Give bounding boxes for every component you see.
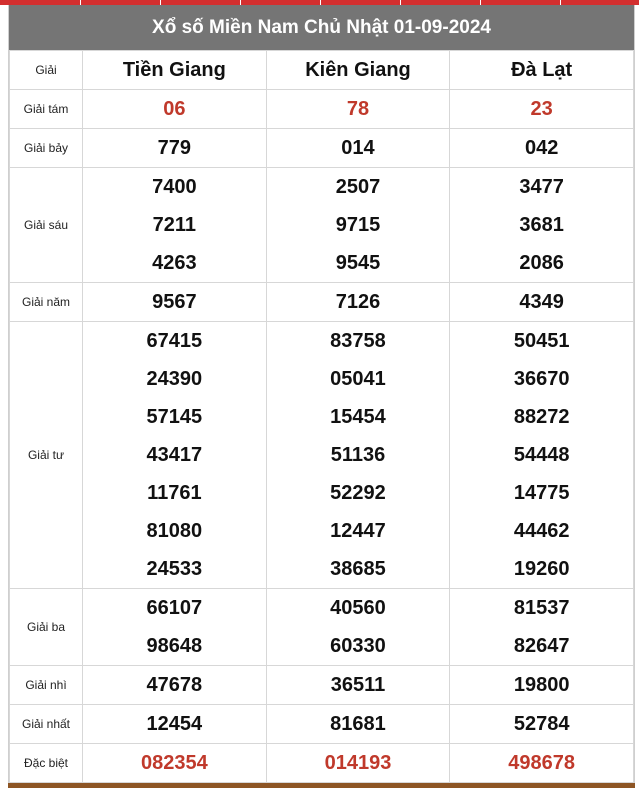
- prize-number: 11761: [147, 482, 202, 504]
- prize-number: 12447: [330, 520, 386, 542]
- prize-number: 51136: [330, 444, 386, 466]
- prize-number: 23: [530, 98, 553, 120]
- prize-number: 78: [346, 98, 370, 120]
- prize-number: 57145: [146, 406, 203, 428]
- prize-cell: [266, 589, 450, 666]
- prize-number: 82647: [513, 635, 570, 657]
- prize-number: 14775: [513, 482, 570, 504]
- prize-number: 9715: [335, 214, 381, 236]
- prize-label: Giải tám: [10, 90, 83, 129]
- prize-label: Giải ba: [10, 589, 83, 666]
- page-title: Xổ số Miền Nam Chủ Nhật 01-09-2024: [9, 5, 634, 50]
- prize-number: 81681: [330, 713, 386, 735]
- prize-cell: [450, 168, 634, 283]
- prize-row: [10, 744, 634, 783]
- prize-cell: [450, 666, 634, 705]
- prize-number: 042: [524, 137, 559, 159]
- prize-row: [10, 283, 634, 322]
- prize-cell: [83, 168, 267, 283]
- prize-number: 47678: [146, 674, 203, 696]
- prize-cell: [266, 705, 450, 744]
- prize-label: Giải sáu: [10, 168, 83, 283]
- prize-number: 4263: [152, 252, 197, 274]
- prize-number: 498678: [508, 752, 576, 774]
- prize-cell: [450, 90, 634, 129]
- prize-cell: [83, 744, 267, 783]
- prize-number: 19800: [513, 674, 570, 696]
- prize-number: 7126: [335, 291, 381, 313]
- prize-row: [10, 129, 634, 168]
- prize-label: Giải tư: [10, 322, 83, 589]
- prize-label: Giải nhì: [10, 666, 83, 705]
- prize-number: 3681: [519, 214, 564, 236]
- prize-label: Giải bảy: [10, 129, 83, 168]
- prize-cell: [83, 322, 267, 589]
- prize-cell: [450, 744, 634, 783]
- prize-number: 81537: [513, 597, 570, 619]
- prize-cell: [266, 283, 450, 322]
- prize-number: 67415: [146, 330, 203, 352]
- prize-number: 54448: [513, 444, 570, 466]
- prize-number: 43417: [146, 444, 203, 466]
- prize-number: 9545: [335, 252, 381, 274]
- prize-number: 19260: [513, 558, 570, 580]
- prize-cell: [266, 744, 450, 783]
- prize-number: 014193: [324, 752, 392, 774]
- prize-cell: [83, 90, 267, 129]
- prize-label: Đặc biệt: [10, 744, 83, 783]
- prize-cell: [450, 322, 634, 589]
- prize-number: 06: [163, 98, 186, 120]
- prize-cell: [450, 705, 634, 744]
- prize-number: 12454: [146, 713, 203, 735]
- prize-number: 7400: [152, 176, 197, 198]
- province-tien-giang: Tiền Giang: [83, 51, 267, 90]
- prize-number: 2507: [335, 176, 381, 198]
- prize-number: 38685: [330, 558, 386, 580]
- province-kien-giang: Kiên Giang: [266, 51, 450, 90]
- prize-cell: [266, 322, 450, 589]
- prize-cell: [266, 666, 450, 705]
- prize-number: 36511: [330, 674, 386, 696]
- prize-number: 50451: [513, 330, 570, 352]
- results-panel: [8, 5, 635, 783]
- prize-cell: [83, 666, 267, 705]
- prize-number: 24533: [146, 558, 203, 580]
- header-row: [10, 51, 634, 90]
- prize-label: Giải nhất: [10, 705, 83, 744]
- prize-row: [10, 90, 634, 129]
- prize-number: 81080: [146, 520, 203, 542]
- prize-number: 83758: [330, 330, 386, 352]
- prize-cell: [266, 90, 450, 129]
- prize-row: [10, 705, 634, 744]
- prize-number: 2086: [519, 252, 564, 274]
- prize-number: 014: [341, 137, 375, 159]
- prize-cell: [266, 168, 450, 283]
- prize-cell: [450, 589, 634, 666]
- prize-cell: [450, 283, 634, 322]
- results-table: [9, 50, 634, 783]
- prize-label: Giải năm: [10, 283, 83, 322]
- prize-number: 60330: [330, 635, 386, 657]
- prize-cell: [83, 705, 267, 744]
- prize-number: 44462: [513, 520, 570, 542]
- prize-number: 05041: [330, 368, 386, 390]
- prize-number: 52784: [513, 713, 570, 735]
- prize-number: 36670: [513, 368, 570, 390]
- prize-number: 88272: [513, 406, 570, 428]
- prize-number: 66107: [146, 597, 203, 619]
- prize-row: [10, 322, 634, 589]
- prize-row: [10, 589, 634, 666]
- province-da-lat: Đà Lạt: [450, 51, 634, 90]
- prize-cell: [83, 589, 267, 666]
- prize-number: 15454: [330, 406, 386, 428]
- prize-number: 3477: [519, 176, 564, 198]
- prize-number: 7211: [152, 214, 197, 236]
- prize-number: 52292: [330, 482, 386, 504]
- bottom-bar: [8, 783, 635, 788]
- prize-cell: [83, 129, 267, 168]
- prize-row: [10, 666, 634, 705]
- prize-cell: [83, 283, 267, 322]
- prize-number: 082354: [140, 752, 208, 774]
- prize-row: [10, 168, 634, 283]
- prize-cell: [450, 129, 634, 168]
- header-label: Giải: [10, 51, 83, 90]
- prize-number: 40560: [330, 597, 386, 619]
- prize-number: 9567: [152, 291, 197, 313]
- prize-number: 779: [157, 137, 192, 159]
- prize-number: 4349: [519, 291, 564, 313]
- prize-number: 24390: [146, 368, 203, 390]
- prize-cell: [266, 129, 450, 168]
- prize-number: 98648: [146, 635, 203, 657]
